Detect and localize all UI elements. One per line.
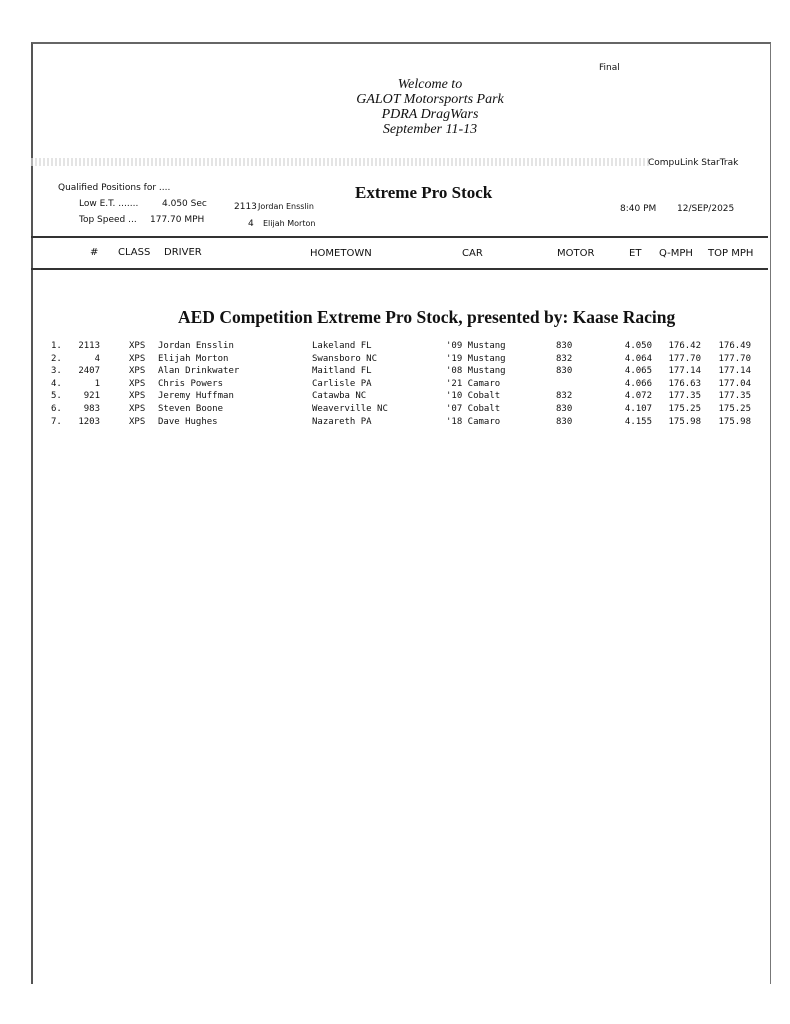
row-et: 4.065 bbox=[624, 366, 652, 377]
row-driver: Dave Hughes bbox=[158, 416, 218, 427]
row-hometown: Catawba NC bbox=[312, 391, 367, 402]
row-car-number: 2113 bbox=[78, 341, 100, 351]
event-dates: September 11-13 bbox=[382, 122, 478, 137]
top-speed-value: 177.70 MPH bbox=[150, 215, 205, 225]
row-position: 2. bbox=[51, 353, 62, 364]
row-hometown: Swansboro NC bbox=[312, 353, 378, 364]
col-class: CLASS bbox=[118, 247, 151, 258]
row-motor: 830 bbox=[556, 404, 573, 414]
row-class: XPS bbox=[129, 378, 146, 389]
top-speed-number: 4 bbox=[248, 219, 254, 229]
row-class: XPS bbox=[129, 391, 146, 402]
row-top-mph: 177.35 bbox=[718, 391, 751, 402]
table-row bbox=[0, 416, 790, 429]
row-position: 3. bbox=[51, 366, 62, 377]
row-top-mph: 177.14 bbox=[718, 366, 751, 377]
row-position: 6. bbox=[51, 404, 62, 414]
col-et: ET bbox=[629, 248, 642, 259]
row-car: '18 Camaro bbox=[446, 416, 501, 427]
table-row bbox=[0, 403, 790, 416]
row-class: XPS bbox=[129, 404, 146, 414]
welcome-line-1: Welcome to bbox=[397, 77, 463, 92]
row-top-mph: 175.25 bbox=[718, 404, 751, 414]
event-title: AED Competition Extreme Pro Stock, presented by: Kaase Racing bbox=[178, 307, 676, 327]
divider-dotted bbox=[31, 158, 651, 166]
row-et: 4.072 bbox=[624, 391, 652, 402]
timing-system-label: CompuLink StarTrak bbox=[648, 158, 739, 168]
row-class: XPS bbox=[129, 353, 146, 364]
row-position: 4. bbox=[51, 378, 62, 389]
row-q-mph: 177.70 bbox=[668, 353, 701, 364]
col-car: CAR bbox=[462, 248, 483, 259]
row-q-mph: 176.42 bbox=[668, 341, 701, 351]
row-driver: Jordan Ensslin bbox=[158, 341, 234, 351]
row-q-mph: 177.35 bbox=[668, 391, 701, 402]
row-top-mph: 175.98 bbox=[718, 416, 751, 427]
row-car: '09 Mustang bbox=[446, 341, 506, 351]
row-motor: 830 bbox=[556, 341, 573, 351]
row-car: '19 Mustang bbox=[446, 353, 506, 364]
row-motor: 830 bbox=[556, 416, 573, 427]
row-car: '21 Camaro bbox=[446, 378, 501, 389]
row-top-mph: 177.04 bbox=[718, 378, 751, 389]
row-et: 4.107 bbox=[624, 404, 652, 414]
row-car-number: 2407 bbox=[78, 366, 100, 377]
row-driver: Chris Powers bbox=[158, 378, 224, 389]
table-row bbox=[0, 340, 790, 353]
low-et-value: 4.050 Sec bbox=[162, 199, 207, 209]
row-motor: 832 bbox=[556, 353, 573, 364]
row-et: 4.155 bbox=[624, 416, 652, 427]
row-hometown: Weaverville NC bbox=[312, 404, 388, 414]
row-hometown: Carlisle PA bbox=[312, 378, 372, 389]
col-motor: MOTOR bbox=[557, 248, 595, 259]
row-motor: 830 bbox=[556, 366, 573, 377]
report-date: 12/SEP/2025 bbox=[677, 204, 735, 214]
class-title: Extreme Pro Stock bbox=[355, 183, 493, 202]
row-class: XPS bbox=[129, 366, 146, 377]
row-driver: Jeremy Huffman bbox=[158, 391, 234, 402]
row-top-mph: 176.49 bbox=[718, 341, 751, 351]
row-et: 4.066 bbox=[624, 378, 652, 389]
header-rule-top bbox=[31, 236, 768, 238]
welcome-block bbox=[300, 77, 560, 137]
event-series: PDRA DragWars bbox=[381, 107, 479, 122]
col-top-mph: TOP MPH bbox=[708, 248, 754, 259]
low-et-label: Low E.T. ....... bbox=[79, 199, 139, 209]
table-row bbox=[0, 390, 790, 403]
row-car-number: 1 bbox=[94, 378, 100, 389]
row-driver: Elijah Morton bbox=[158, 353, 229, 364]
row-q-mph: 177.14 bbox=[668, 366, 701, 377]
row-car-number: 983 bbox=[83, 404, 100, 414]
row-car: '08 Mustang bbox=[446, 366, 506, 377]
row-position: 5. bbox=[51, 391, 62, 402]
header-rule-bottom bbox=[31, 268, 768, 270]
row-hometown: Maitland FL bbox=[312, 366, 372, 377]
col-hometown: HOMETOWN bbox=[310, 248, 372, 259]
row-q-mph: 175.25 bbox=[668, 404, 701, 414]
report-time: 8:40 PM bbox=[620, 204, 657, 214]
row-car-number: 4 bbox=[94, 353, 100, 364]
row-q-mph: 175.98 bbox=[668, 416, 701, 427]
low-et-driver: Jordan Ensslin bbox=[258, 202, 314, 211]
row-et: 4.050 bbox=[624, 341, 652, 351]
row-position: 1. bbox=[51, 341, 62, 351]
col-q-mph: Q-MPH bbox=[659, 248, 693, 259]
low-et-number: 2113 bbox=[234, 202, 257, 212]
row-driver: Alan Drinkwater bbox=[158, 366, 240, 377]
row-q-mph: 176.63 bbox=[668, 378, 701, 389]
row-motor: 832 bbox=[556, 391, 573, 402]
row-car-number: 921 bbox=[83, 391, 100, 402]
row-et: 4.064 bbox=[624, 353, 652, 364]
row-position: 7. bbox=[51, 416, 62, 427]
col-driver: DRIVER bbox=[164, 247, 202, 258]
top-speed-label: Top Speed ... bbox=[79, 215, 137, 225]
table-row bbox=[0, 353, 790, 366]
row-car: '07 Cobalt bbox=[446, 404, 501, 414]
row-hometown: Nazareth PA bbox=[312, 416, 372, 427]
track-name: GALOT Motorsports Park bbox=[356, 92, 504, 107]
table-row bbox=[0, 378, 790, 391]
row-hometown: Lakeland FL bbox=[312, 341, 372, 351]
qualified-positions-label: Qualified Positions for .... bbox=[58, 183, 171, 193]
top-speed-driver: Elijah Morton bbox=[263, 219, 316, 228]
row-class: XPS bbox=[129, 416, 146, 427]
table-row bbox=[0, 365, 790, 378]
row-class: XPS bbox=[129, 341, 146, 351]
row-driver: Steven Boone bbox=[158, 404, 224, 414]
row-car-number: 1203 bbox=[78, 416, 100, 427]
row-top-mph: 177.70 bbox=[718, 353, 751, 364]
row-car: '10 Cobalt bbox=[446, 391, 501, 402]
status-label: Final bbox=[599, 63, 620, 73]
col-number: # bbox=[90, 247, 99, 258]
